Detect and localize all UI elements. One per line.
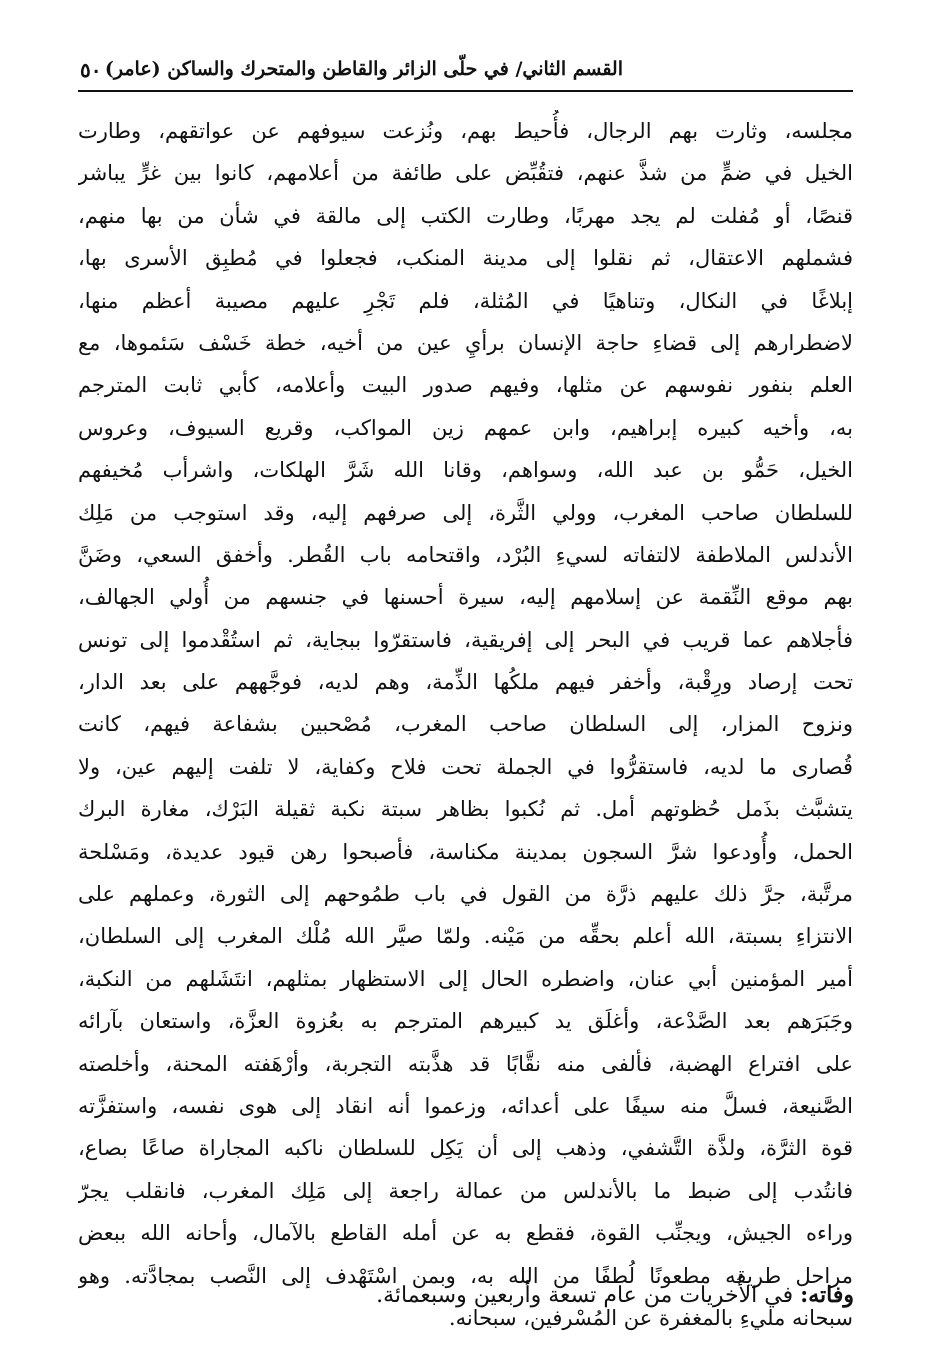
- text-line: على افتراع الهضبة، فألفى منه نقَّابًا قد هذَّبته التجربة، وأرْهَفته المحنة، وأخلصته: [78, 1051, 853, 1076]
- text-line: الخيل في ضمٍّ من شذَّ عنهم، فتقُبِّض على طائفة من أعلامهم، كانوا بين غرٍّ يباشر: [78, 161, 853, 186]
- text-line: فأجلاهم عما قريب في البحر إلى إفريقية، فاستقرّوا ببجاية، ثم استُقْدموا إلى تونس: [78, 627, 853, 652]
- text-line: فشملهم الاعتقال، ثم نقلوا إلى مدينة المنكب، فجعلوا في مُطبِق الأسرى بها،: [78, 246, 853, 271]
- text-line: الأندلس الملاطفة لالتفاته لسيءِ البُرْد، واقتحامه باب القُطر. وأخفق السعي، وضَنَّ: [78, 542, 853, 567]
- text-line: لاضطرارهم إلى قضاءِ حاجة الإنسان برأيِ عين من أخيه، خطة خَسْف سَئموها، مع: [78, 330, 853, 355]
- text-line: وجَبَرَهم بعد الصَّدْعة، وأغلَق يد كبيرهم المترجم به بعُزوة العزَّة، واستعان بآرائه: [78, 1009, 853, 1034]
- page-number: ٥٠: [80, 58, 102, 82]
- death-text: في الأُخريات من عام تسعة وأربعين وسبعمائة.: [376, 1283, 794, 1308]
- death-label: وفاته:: [800, 1282, 854, 1308]
- text-line: العلم بنفور نفوسهم عن مثلها، وفيهم صدور البيت وأعلامه، كأبي ثابت المترجم: [78, 373, 853, 398]
- text-line: بهم موقع النِّقمة عن إسلامهم إليه، سيرة أحسنها في جنسهم من أُولي الجهالف،: [78, 585, 853, 610]
- text-line: أمير المؤمنين أبي عنان، واضطره الحال إلى الاستظهار بمثلهم، انتَشَلهم من النكبة،: [78, 966, 853, 991]
- text-line: قوة الثرَّة، ولذَّة التَّشفي، وذهب إلى أن يَكِل للسلطان ناكبه المجاراة صاعًا بصاع،: [78, 1136, 853, 1161]
- main-text: [78, 110, 853, 1339]
- text-line: مرتَّبة، جرَّ ذلك عليهم ذرَّة من القول في باب طمُوحهم إلى الثورة، وعملهم على: [78, 882, 853, 907]
- text-line: تحت إرصاد ورِقْبة، وأخفر فيهم ملكُها الذِّمة، وهم لديه، فوجَّههم على بعد الدار،: [78, 670, 853, 695]
- text-line: سبحانه مليءِ بالمغفرة عن المُسْرفين، سبحانه.: [448, 1305, 853, 1330]
- header-title: القسم الثاني/ في حلّى الزائر والقاطن والمتحرك والساكن (عامر): [104, 58, 623, 80]
- text-line: مجلسه، وثارت بهم الرجال، فأُحيط بهم، ونُزعت سيوفهم عن عواتقهم، وطارت: [78, 119, 853, 143]
- text-line: يتشبَّث بذَمل حُظوتهم أمل. ثم نُكبوا بظاهر سبتة نكبة ثقيلة البَرْك، مغارة البرك: [78, 797, 853, 822]
- text-line: قُصارى ما لديه، فاستقرُّوا في الجملة تحت فلاح وكفاية، لا تلفت إليهم عين، ولا: [78, 754, 853, 779]
- text-line: به، وأخيه كبيره إبراهيم، وابن عمهم زين المواكب، وقريع السيوف، وعروس: [78, 415, 853, 440]
- text-line: قنصًا، أو مُفلت لم يجد مهربًا، وطارت الكتب إلى مالقة في شأن من بها منهم،: [78, 203, 853, 228]
- text-line: الحمل، وأُودعوا شرَّ السجون بمدينة مكناسة، فأصبحوا رهن قيود عديدة، ومَسْلحة: [78, 839, 853, 864]
- text-line: فانتُدب إلى ضبط ما بالأندلس من عمالة راجعة إلى مَلِك المغرب، فانقلب يجرّ: [78, 1178, 853, 1203]
- text-line: للسلطان صاحب المغرب، وولي الثَّرة، إلى صرفهم إليه، وقد استوجب من مَلِك: [78, 500, 853, 525]
- text-line: وراءه الجيش، ويجنِّب القوة، فقطع به عن أمله القاطع بالآمال، وأحانه الله ببعض: [78, 1221, 853, 1246]
- text-line: الصَّنيعة، فسلَّ منه سيفًا على أعدائه، وزعموا أنه انقاد إلى هوى نفسه، واستفزَّته: [78, 1093, 853, 1118]
- running-header: [78, 50, 853, 92]
- death-section: [254, 1270, 854, 1321]
- text-line: إبلاغًا في النكال، وتناهيًا في المُثلة، فلم تَجْرِ عليهم مصيبة أعظم منها،: [78, 288, 853, 313]
- text-line: ونزوح المزار، إلى السلطان صاحب المغرب، مُصْحبين بشفاعة فيهم، كانت: [78, 712, 853, 737]
- text-line: الخيل، حَمُّو بن عبد الله، وسواهم، وقانا الله شَرَّ الهلكات، واشرأب مُخيفهم: [78, 458, 853, 483]
- text-line: الانتزاءِ بسبتة، الله أعلم بحقِّه من مَيْنه. ولمّا صيَّر الله مُلْك المغرب إلى السلطان،: [78, 924, 853, 949]
- text-line: مراحل طريقه مطعونًا لُطفًا من الله به، وبمن اسْتَهْدف إلى النَّصب بمجادَّته. وهو: [78, 1263, 853, 1288]
